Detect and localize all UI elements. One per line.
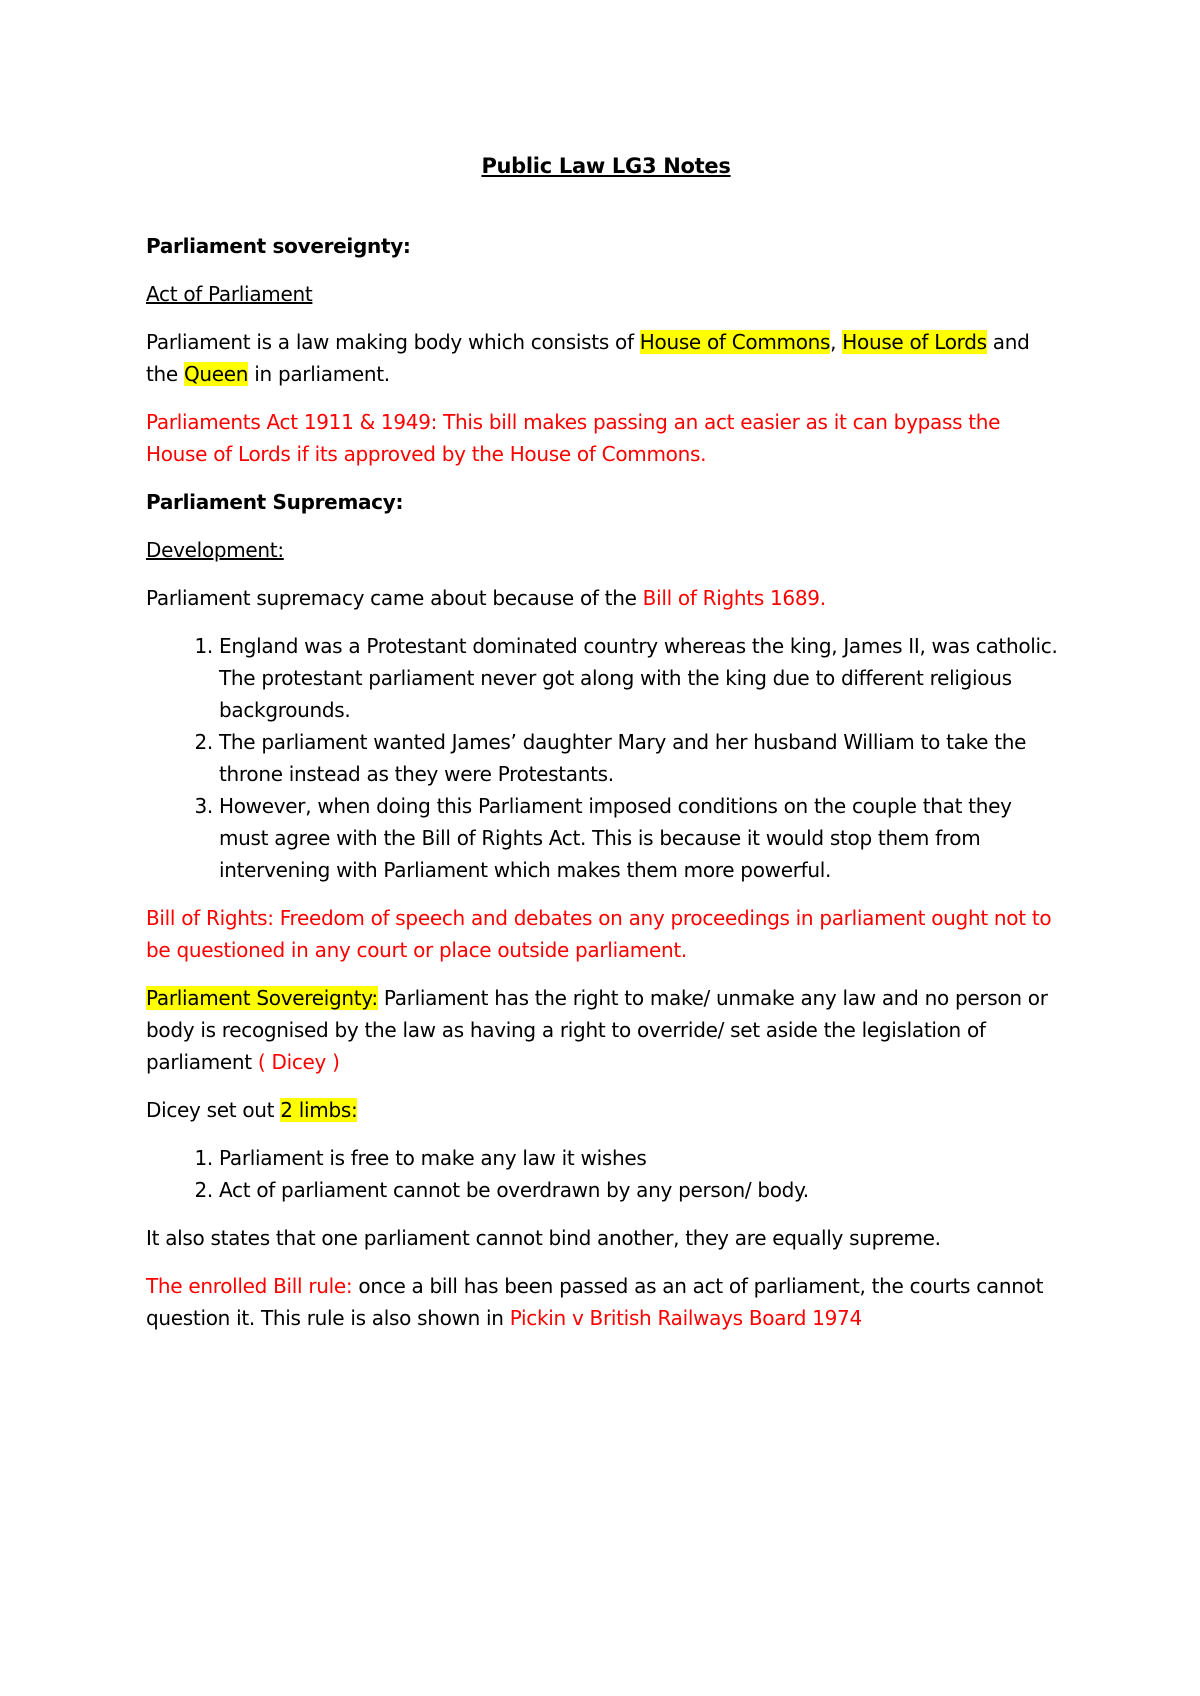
list-item: 2. The parliament wanted James’ daughter Mary and her husband William to take the throne instead as they were Protestants. (219, 726, 1066, 790)
paragraph-parliament-sovereignty (146, 982, 1066, 1078)
text-run: in parliament. (248, 362, 390, 386)
text-run: , (830, 330, 843, 354)
paragraph-enrolled-bill-rule (146, 1270, 1066, 1334)
document-body (146, 150, 1066, 1350)
heading-parliament-sovereignty: Parliament sovereignty: (146, 234, 411, 258)
list-item: 2. Act of parliament cannot be overdrawn by any person/ body. (219, 1174, 1066, 1206)
paragraph-equally-supreme: It also states that one parliament cannot bind another, they are equally supreme. (146, 1226, 941, 1250)
red-bill-of-rights-1689: Bill of Rights 1689. (642, 586, 826, 610)
red-dicey: ( Dicey ) (257, 1050, 340, 1074)
red-pickin-case: Pickin v British Railways Board 1974 (509, 1306, 862, 1330)
highlight-2-limbs: 2 limbs: (280, 1098, 358, 1122)
paragraph-bill-of-rights: Bill of Rights: Freedom of speech and debates on any proceedings in parliament ought not to be questioned in any court or place outside parliament. (146, 906, 1052, 962)
heading-parliament-supremacy: Parliament Supremacy: (146, 490, 404, 514)
list-item: 1. Parliament is free to make any law it wishes (219, 1142, 1066, 1174)
document-title: Public Law LG3 Notes (481, 154, 731, 178)
paragraph-parliament-definition (146, 326, 1066, 390)
paragraph-dicey-limbs (146, 1094, 1066, 1126)
paragraph-parliaments-act: Parliaments Act 1911 & 1949: This bill makes passing an act easier as it can bypass the House of Lords if its approved by the House of Commons. (146, 410, 1001, 466)
subheading-development: Development: (146, 538, 284, 562)
paragraph-supremacy-intro (146, 582, 1066, 614)
highlight-house-of-commons: House of Commons (639, 330, 831, 354)
text-run: and the (146, 330, 1030, 386)
list-item: 3. However, when doing this Parliament imposed conditions on the couple that they must agree with the Bill of Rights Act. This is because it would stop them from intervening with Parliament which makes them more powerful. (219, 790, 1066, 886)
text-run: Parliament is a law making body which consists of (146, 330, 640, 354)
text-run: Parliament supremacy came about because of the (146, 586, 643, 610)
highlight-house-of-lords: House of Lords (842, 330, 987, 354)
limbs-list (146, 1142, 1066, 1206)
highlight-queen: Queen (183, 362, 249, 386)
red-enrolled-bill-rule: The enrolled Bill rule: (146, 1274, 353, 1298)
subheading-act-of-parliament: Act of Parliament (146, 282, 313, 306)
development-list (146, 630, 1066, 886)
list-item: 1. England was a Protestant dominated country whereas the king, James II, was catholic. The protestant parliament never got along with the king due to different religious backgrounds. (219, 630, 1066, 726)
text-run: Parliament has the right to make/ unmake any law and no person or body is recognised by the law as having a right to override/ set aside the legislation of parliament (146, 986, 1048, 1074)
highlight-parliament-sovereignty: Parliament Sovereignty: (146, 986, 378, 1010)
text-run: once a bill has been passed as an act of parliament, the courts cannot question it. This rule is also shown in (146, 1274, 1044, 1330)
text-run: Dicey set out (146, 1098, 281, 1122)
